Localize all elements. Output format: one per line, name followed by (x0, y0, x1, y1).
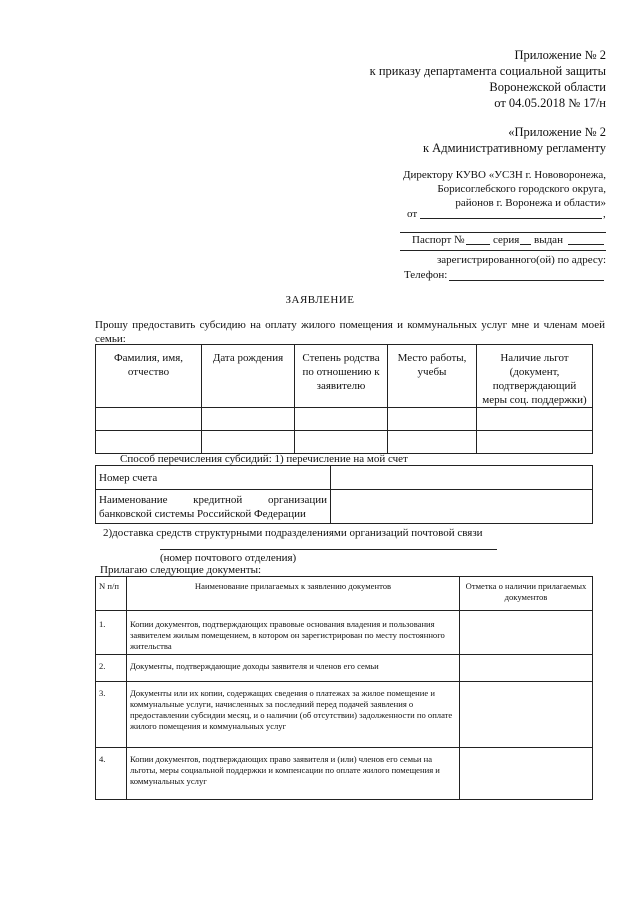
document-name: Копии документов, подтверждающих право заявителя и (или) членов его семьи на льготы, меры социальной поддержки и компенсации по оплате жилого помещения и коммунальных услуг (127, 748, 460, 800)
row-number: 4. (96, 748, 127, 800)
account-label: Номер счета (96, 466, 331, 490)
appendix-line: к приказу департамента социальной защиты (369, 64, 606, 78)
issued-label: выдан (534, 234, 563, 246)
table-cell[interactable] (388, 408, 477, 431)
bank-label: Наименование кредитной организации банковской системы Российской Федерации (96, 490, 331, 524)
request-text: Прошу предоставить субсидию на оплату жилого помещения и коммунальных услуг мне и членам моей семьи: (95, 319, 605, 345)
account-field[interactable] (331, 466, 593, 490)
from-label: от (407, 208, 418, 220)
table-cell[interactable] (477, 431, 593, 454)
table-cell[interactable] (295, 431, 388, 454)
documents-intro: Прилагаю следующие документы: (100, 564, 262, 576)
table-row (96, 748, 593, 800)
column-header: Отметка о наличии прилагаемых документов (460, 577, 593, 611)
regulation-header (306, 124, 606, 156)
addressee-line: Борисоглебского городского округа, (437, 183, 606, 195)
passport-number-field[interactable] (466, 244, 490, 245)
column-header: Наличие льгот (документ, подтверждающий меры соц. поддержки) (477, 345, 593, 408)
table-cell[interactable] (477, 408, 593, 431)
addressee-block (346, 168, 606, 210)
payment-method-text: Способ перечисления субсидий: 1) перечисление на мой счет (120, 453, 408, 465)
phone-label: Телефон: (404, 269, 448, 281)
documents-table-header (96, 577, 593, 611)
addressee-line: Директору КУВО «УСЗН г. Нововоронежа, (403, 169, 606, 181)
table-cell[interactable] (96, 408, 202, 431)
from-field[interactable] (420, 218, 602, 219)
family-table (95, 344, 593, 454)
table-cell[interactable] (202, 431, 295, 454)
table-cell[interactable] (96, 431, 202, 454)
passport-series-field[interactable] (520, 244, 531, 245)
appendix-line: Приложение № 2 (514, 48, 606, 62)
document-name: Документы, подтверждающие доходы заявителя и членов его семьи (127, 655, 460, 682)
passport-issued-field[interactable] (568, 244, 604, 245)
column-header: Дата рождения (202, 345, 295, 408)
series-label: серия (493, 234, 520, 246)
column-header: Степень родства по отношению к заявителю (295, 345, 388, 408)
table-cell[interactable] (388, 431, 477, 454)
bank-table (95, 465, 593, 524)
table-row (96, 431, 593, 454)
appendix-line: Воронежской области (489, 80, 606, 94)
delivery-text: 2)доставка средств структурными подразделениями организаций почтовой связи (103, 527, 483, 539)
registered-label: зарегистрированного(ой) по адресу: (436, 254, 606, 266)
column-header: N п/п (96, 577, 127, 611)
document-mark[interactable] (460, 611, 593, 655)
from-comma: , (603, 208, 606, 220)
table-row (96, 408, 593, 431)
regulation-line: «Приложение № 2 (508, 125, 606, 139)
column-header: Наименование прилагаемых к заявлению документов (127, 577, 460, 611)
table-row (96, 611, 593, 655)
table-row (96, 655, 593, 682)
document-name: Копии документов, подтверждающих правовые основания владения и пользования заявителем жилым помещением, в котором он зарегистрирован по месту постоянного жительства (127, 611, 460, 655)
column-header: Место работы, учебы (388, 345, 477, 408)
family-table-header (96, 345, 593, 408)
issued-field-line2[interactable] (400, 250, 606, 251)
document-mark[interactable] (460, 748, 593, 800)
table-row (96, 466, 593, 490)
appendix-header (306, 47, 606, 111)
row-number: 3. (96, 682, 127, 748)
document-mark[interactable] (460, 655, 593, 682)
page-title: ЗАЯВЛЕНИЕ (285, 294, 355, 306)
post-office-label: (номер почтового отделения) (160, 552, 297, 564)
bank-field[interactable] (331, 490, 593, 524)
addressee-line: районов г. Воронежа и области» (455, 197, 606, 209)
post-office-field[interactable] (160, 549, 497, 550)
document-name: Документы или их копии, содержащих сведения о платежах за жилое помещение и коммунальные услуги, начисленных за последний перед подачей заявления о предоставлении субсидии месяц, и о наличии (об отсутствии) задолженности по оплате жилого помещения и коммунальных услуг (127, 682, 460, 748)
document-mark[interactable] (460, 682, 593, 748)
row-number: 2. (96, 655, 127, 682)
table-cell[interactable] (202, 408, 295, 431)
table-cell[interactable] (295, 408, 388, 431)
documents-table (95, 576, 593, 800)
appendix-line: от 04.05.2018 № 17/н (494, 96, 606, 110)
table-row (96, 490, 593, 524)
column-header: Фамилия, имя, отчество (96, 345, 202, 408)
passport-label: Паспорт № (412, 234, 465, 246)
row-number: 1. (96, 611, 127, 655)
phone-field[interactable] (449, 280, 604, 281)
table-row (96, 682, 593, 748)
regulation-line: к Административному регламенту (422, 141, 606, 155)
